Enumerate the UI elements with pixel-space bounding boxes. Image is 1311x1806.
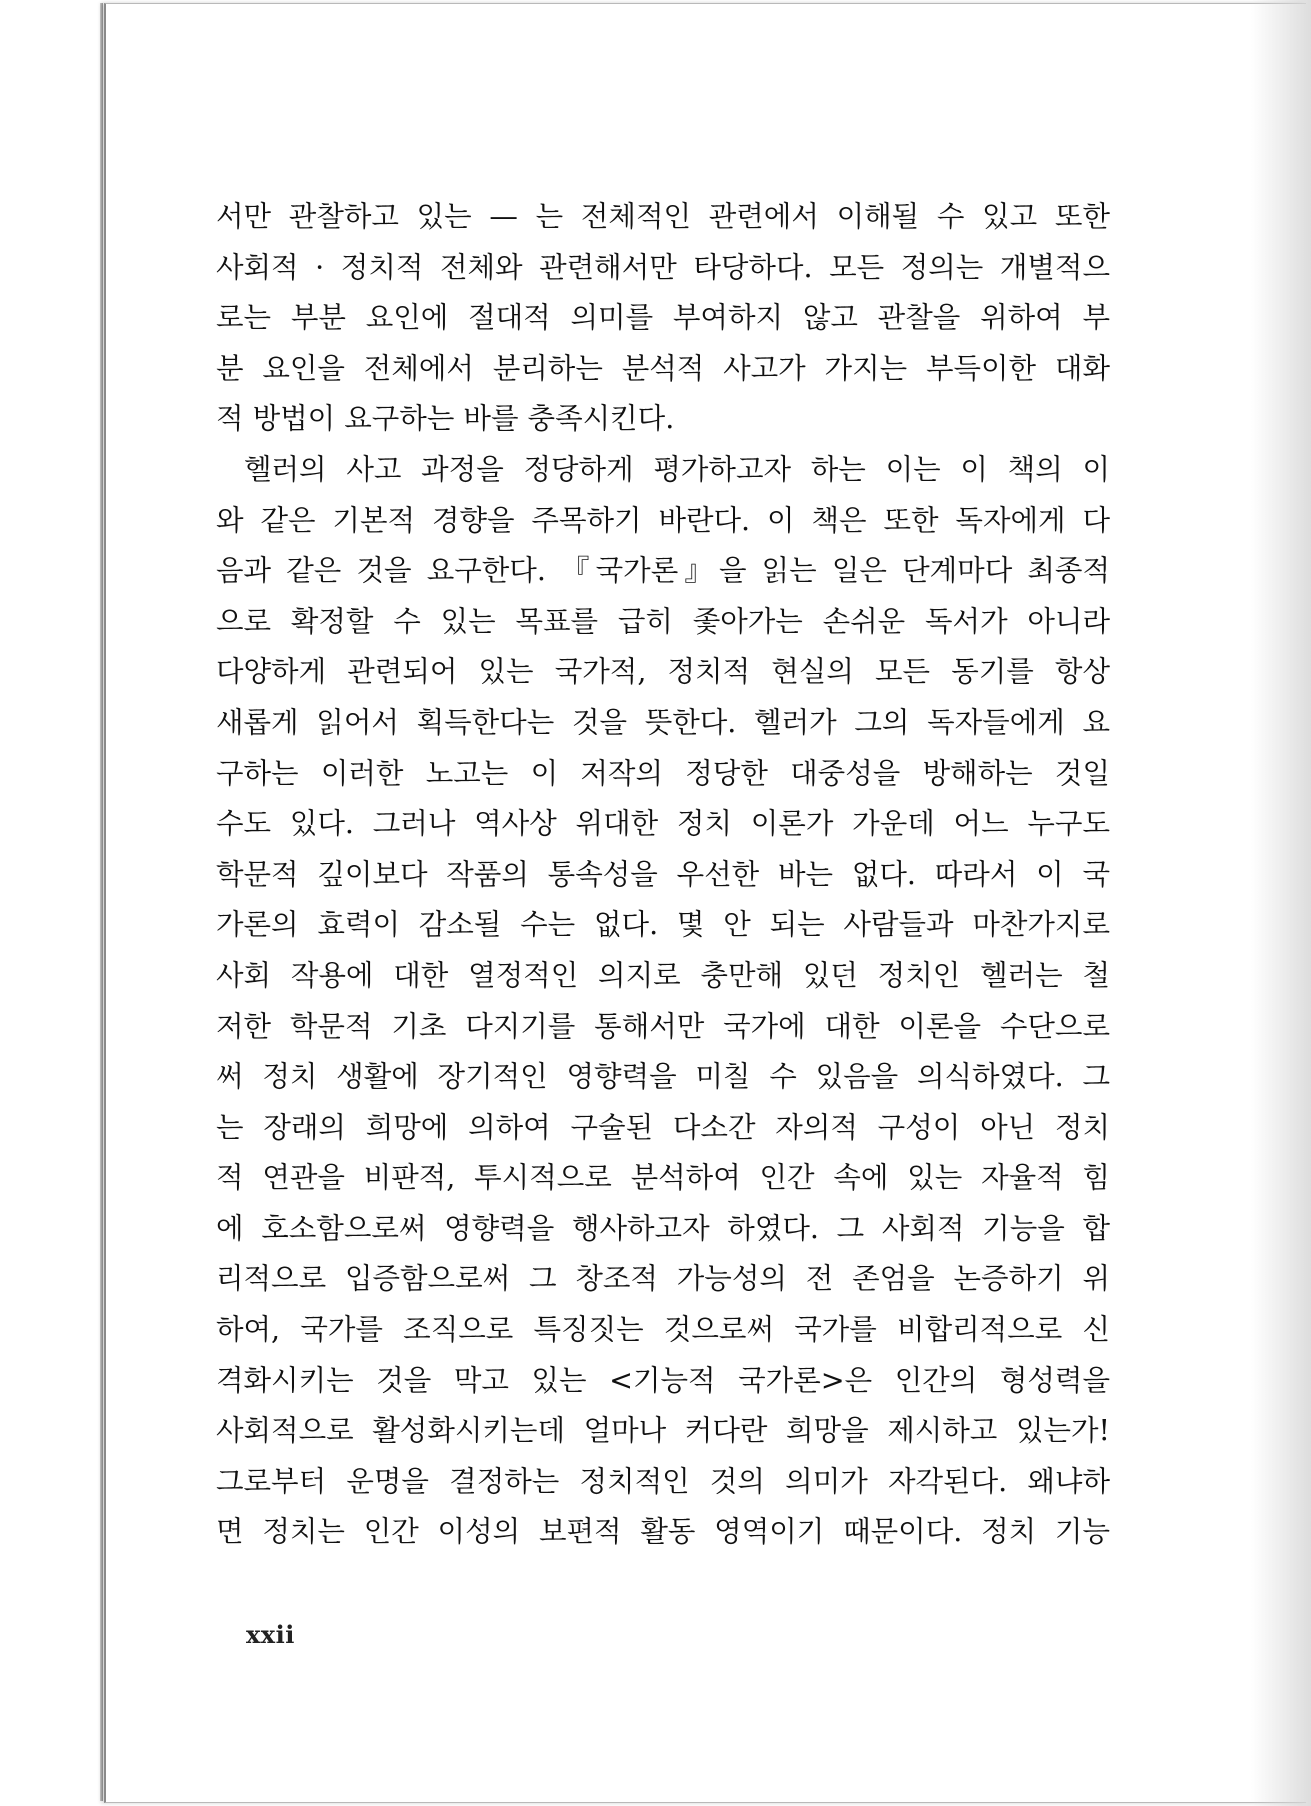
text-line: 와 같은 기본적 경향을 주목하기 바란다. 이 책은 또한 독자에게 다 [216, 503, 1110, 537]
text-line: 음과 같은 것을 요구한다. 『국가론』을 읽는 일은 단계마다 최종적 [216, 554, 1110, 588]
text-line: 수도 있다. 그러나 역사상 위대한 정치 이론가 가운데 어느 누구도 [216, 807, 1110, 841]
text-line: 면 정치는 인간 이성의 보편적 활동 영역이기 때문이다. 정치 기능 [216, 1515, 1110, 1549]
text-line: 그로부터 운명을 결정하는 정치적인 것의 의미가 자각된다. 왜냐하 [216, 1464, 1110, 1498]
text-line: 적 연관을 비판적, 투시적으로 분석하여 인간 속에 있는 자율적 힘 [216, 1161, 1110, 1195]
text-line: 다양하게 관련되어 있는 국가적, 정치적 현실의 모든 동기를 항상 [216, 655, 1110, 689]
text-line: 에 호소함으로써 영향력을 행사하고자 하였다. 그 사회적 기능을 합 [216, 1211, 1110, 1245]
text-line: 사회적 · 정치적 전체와 관련해서만 타당하다. 모든 정의는 개별적으 [216, 250, 1110, 284]
text-line: 적 방법이 요구하는 바를 충족시킨다. [216, 402, 675, 436]
page-edge [100, 3, 103, 1801]
text-line: 사회적으로 활성화시키는데 얼마나 커다란 희망을 제시하고 있는가! [216, 1414, 1110, 1448]
text-line: 로는 부분 요인에 절대적 의미를 부여하지 않고 관찰을 위하여 부 [216, 301, 1110, 335]
text-line: 격화시키는 것을 막고 있는 <기능적 국가론>은 인간의 형성력을 [216, 1363, 1110, 1397]
text-line: 서만 관찰하고 있는 — 는 전체적인 관련에서 이해될 수 있고 또한 [216, 200, 1110, 233]
text-line: 학문적 깊이보다 작품의 통속성을 우선한 바는 없다. 따라서 이 국 [216, 857, 1110, 891]
text-line: 사회 작용에 대한 열정적인 의지로 충만해 있던 정치인 헬러는 철 [216, 958, 1110, 992]
text-line: 가론의 효력이 감소될 수는 없다. 몇 안 되는 사람들과 마찬가지로 [216, 908, 1110, 942]
body-text [216, 192, 1110, 1558]
text-line: 으로 확정할 수 있는 목표를 급히 좇아가는 손쉬운 독서가 아니라 [216, 604, 1110, 638]
text-line: 리적으로 입증함으로써 그 창조적 가능성의 전 존엄을 논증하기 위 [216, 1262, 1110, 1296]
text-line: 분 요인을 전체에서 분리하는 분석적 사고가 가지는 부득이한 대화 [216, 351, 1110, 385]
text-line-paragraph-start: 헬러의 사고 과정을 정당하게 평가하고자 하는 이는 이 책의 이 [244, 452, 1110, 486]
text-line: 는 장래의 희망에 의하여 구술된 다소간 자의적 구성이 아닌 정치 [216, 1110, 1110, 1144]
text-line: 저한 학문적 기초 다지기를 통해서만 국가에 대한 이론을 수단으로 [216, 1009, 1110, 1043]
text-line: 구하는 이러한 노고는 이 저작의 정당한 대중성을 방해하는 것일 [216, 756, 1110, 790]
text-line: 써 정치 생활에 장기적인 영향력을 미칠 수 있음을 의식하였다. 그 [216, 1060, 1110, 1094]
text-line: 새롭게 읽어서 획득한다는 것을 뜻한다. 헬러가 그의 독자들에게 요 [216, 705, 1110, 739]
page-number: xxii [246, 1620, 295, 1649]
text-line: 하여, 국가를 조직으로 특징짓는 것으로써 국가를 비합리적으로 신 [216, 1313, 1110, 1347]
